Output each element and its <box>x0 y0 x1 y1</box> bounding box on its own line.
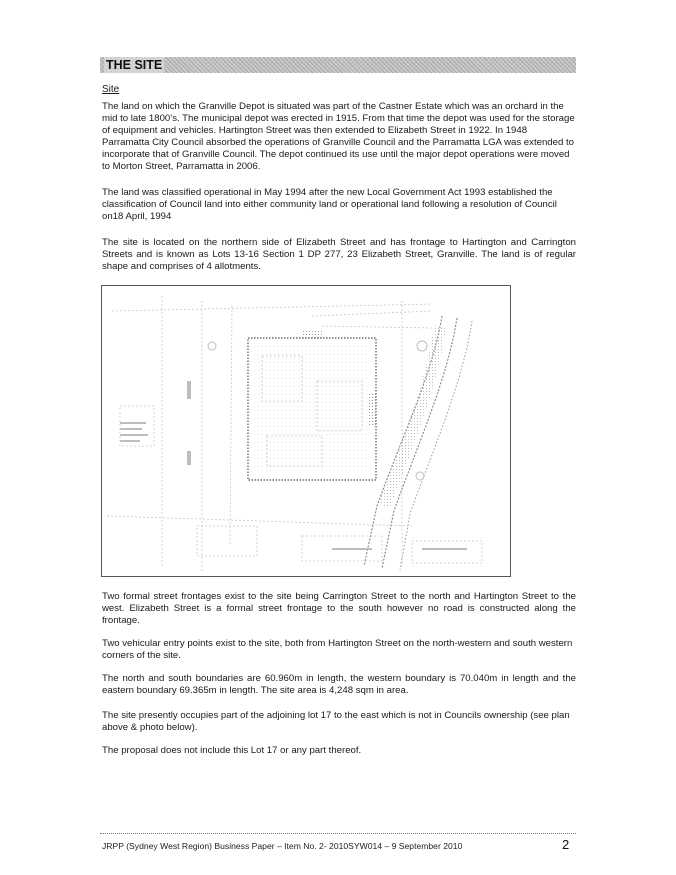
paragraph-frontages: Two formal street frontages exist to the site being Carrington Street to the north and Hartington Street to the west. Elizabeth Street is a formal street frontage to the south however no road is constructed along the frontage. <box>102 591 576 626</box>
paragraph-entry-points: Two vehicular entry points exist to the site, both from Hartington Street on the north-western and south western corners of the site. <box>102 638 573 661</box>
footer-text: JRPP (Sydney West Region) Business Paper – Item No. 2- 2010SYW014 – 9 September 2010 <box>102 841 463 851</box>
paragraph-location: The site is located on the northern side of Elizabeth Street and has frontage to Hartington and Carrington Streets and is known as Lots 13-16 Section 1 DP 277, 23 Elizabeth Street, Granville. The land is of regular shape and comprises of 4 allotments. <box>102 237 576 272</box>
footer-divider <box>100 833 576 834</box>
paragraph-lot17: The site presently occupies part of the adjoining lot 17 to the east which is not in Councils ownership (see plan above & photo below). <box>102 710 570 733</box>
page-number: 2 <box>562 837 570 852</box>
section-title: THE SITE <box>106 58 163 72</box>
paragraph-proposal: The proposal does not include this Lot 17 or any part thereof. <box>102 745 362 756</box>
site-plan-figure <box>101 285 511 577</box>
subheading-site: Site <box>102 84 120 95</box>
paragraph-boundaries: The north and south boundaries are 60.960m in length, the western boundary is 70.040m in length and the eastern boundary 69.365m in length. The site area is 4,248 sqm in area. <box>102 673 576 696</box>
site-plan-drawing <box>102 286 510 576</box>
paragraph-history: The land on which the Granville Depot is situated was part of the Castner Estate which was an orchard in the mid to late 1800’s. The municipal depot was erected in 1915. From that time the depot was used for the storage of equipment and vehicles. Hartington Street was then extended to Elizabeth Street in 1922. In 1948 Parramatta City Council absorbed the operations of Granville Council and the Parramatta LGA was extended to incorporate that of Granville Council. The depot continued its use until the major depot operations were moved to Morton Street, Parramatta in 2006. <box>102 101 575 172</box>
paragraph-classification: The land was classified operational in May 1994 after the new Local Government Act 1993 established the classification of Council land into either community land or operational land following a resolution of Council on18 April, 1994 <box>102 187 557 222</box>
section-heading-bar <box>100 57 576 73</box>
